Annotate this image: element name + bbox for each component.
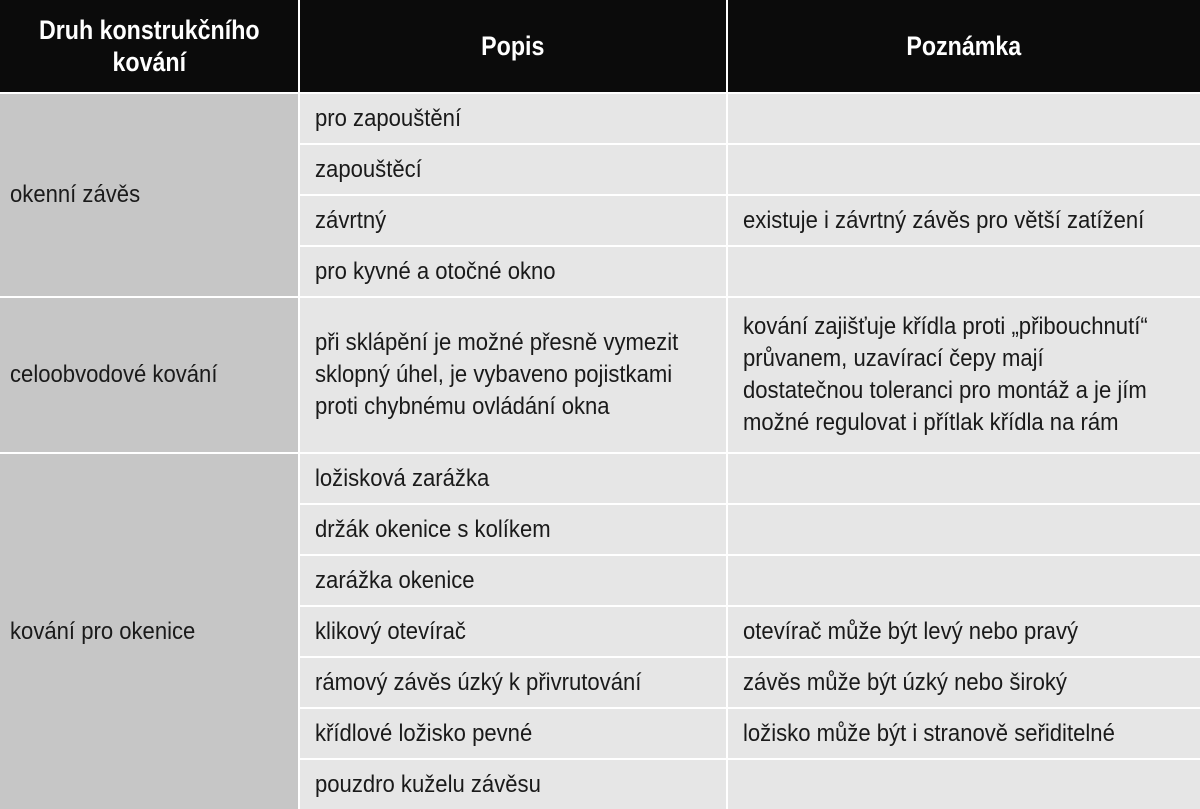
poznamka-cell <box>727 453 1200 504</box>
poznamka-cell: závěs může být úzký nebo široký <box>727 657 1200 708</box>
popis-cell: pouzdro kuželu závěsu <box>299 759 727 809</box>
poznamka-cell <box>727 246 1200 297</box>
poznamka-cell: otevírač může být levý nebo pravý <box>727 606 1200 657</box>
popis-cell: křídlové ložisko pevné <box>299 708 727 759</box>
popis-cell: pro kyvné a otočné okno <box>299 246 727 297</box>
category-cell: celoobvodové kování <box>0 297 299 453</box>
category-cell: okenní závěs <box>0 93 299 297</box>
header-druh: Druh konstrukčního kování <box>0 0 299 93</box>
popis-cell: zapouštěcí <box>299 144 727 195</box>
table-row <box>0 453 1200 504</box>
poznamka-cell <box>727 555 1200 606</box>
popis-cell: ložisková zarážka <box>299 453 727 504</box>
poznamka-cell <box>727 144 1200 195</box>
popis-cell: klikový otevírač <box>299 606 727 657</box>
poznamka-cell: kování zajišťuje křídla proti „přibouchnutí“ průvanem, uzavírací čepy mají dostatečnou toleranci pro montáž a je jím možné regulovat i přítlak křídla na rám <box>727 297 1200 453</box>
table-row <box>0 297 1200 453</box>
poznamka-cell: existuje i závrtný závěs pro větší zatížení <box>727 195 1200 246</box>
header-poznamka: Poznámka <box>727 0 1200 93</box>
header-popis: Popis <box>299 0 727 93</box>
popis-cell: držák okenice s kolíkem <box>299 504 727 555</box>
poznamka-cell <box>727 504 1200 555</box>
popis-cell: pro zapouštění <box>299 93 727 144</box>
popis-cell: závrtný <box>299 195 727 246</box>
header-row <box>0 0 1200 93</box>
poznamka-cell: ložisko může být i stranově seřiditelné <box>727 708 1200 759</box>
popis-cell: rámový závěs úzký k přivrutování <box>299 657 727 708</box>
popis-cell: při sklápění je možné přesně vymezit sklopný úhel, je vybaveno pojistkami proti chybnému ovládání okna <box>299 297 727 453</box>
category-cell: kování pro okenice <box>0 453 299 809</box>
popis-cell: zarážka okenice <box>299 555 727 606</box>
poznamka-cell <box>727 93 1200 144</box>
poznamka-cell <box>727 759 1200 809</box>
table-row <box>0 93 1200 144</box>
